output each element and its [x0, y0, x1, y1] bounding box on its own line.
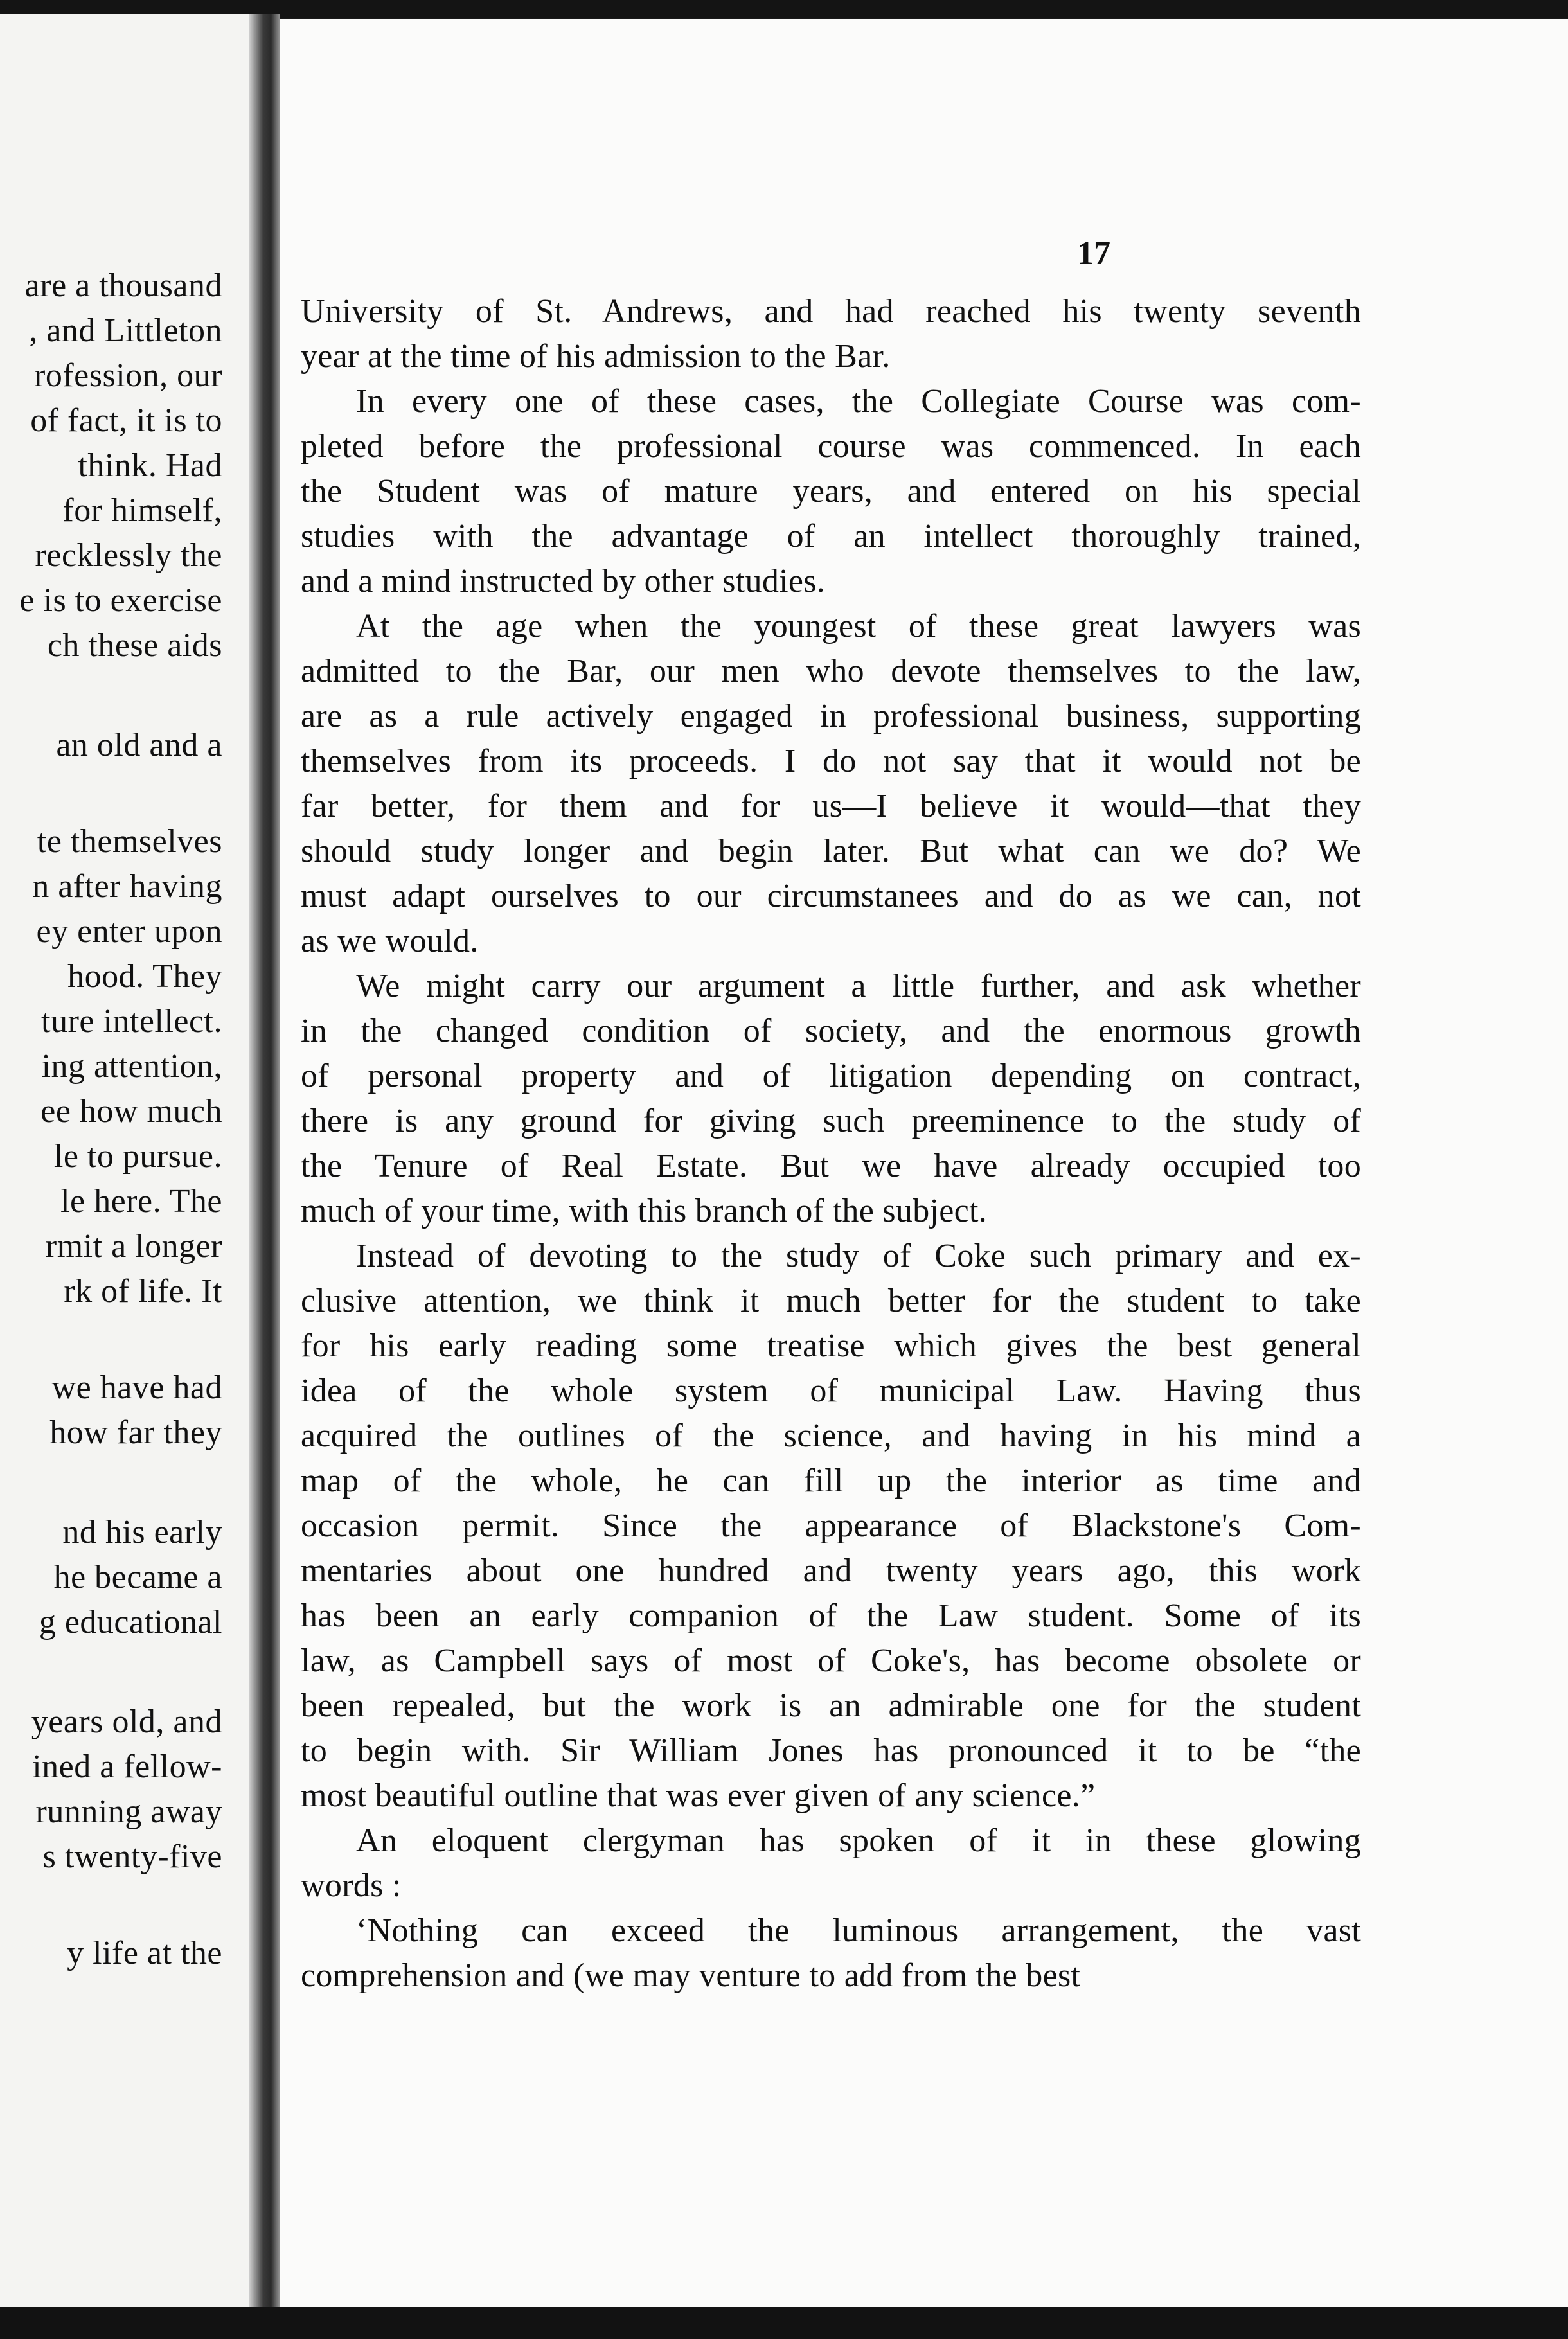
facing-page-line: ture intellect. — [41, 1003, 222, 1040]
facing-page-line: n after having — [32, 868, 222, 905]
text-line: We might carry our argument a little further, and ask whether — [356, 968, 1361, 1004]
facing-page-line: ing attention, — [41, 1048, 222, 1085]
text-line: Instead of devoting to the study of Coke such primary and ex- — [356, 1238, 1361, 1274]
text-line: and a mind instructed by other studies. — [301, 563, 826, 600]
facing-page-line: te themselves — [37, 823, 222, 860]
text-line: there is any ground for giving such preeminence to the study of — [301, 1103, 1361, 1139]
facing-page-line: g educational — [39, 1604, 222, 1641]
facing-page-line: years old, and — [31, 1703, 222, 1740]
facing-page-line: running away — [35, 1793, 222, 1830]
facing-page-line: he became a — [53, 1559, 222, 1596]
facing-page-left — [0, 14, 249, 2307]
text-line: year at the time of his admission to the Bar. — [301, 338, 891, 375]
facing-page-line: ey enter upon — [36, 913, 222, 950]
text-line: should study longer and begin later. But what can we do? We — [301, 833, 1361, 869]
facing-page-line: recklessly the — [35, 537, 222, 574]
facing-page-line: nd his early — [62, 1514, 222, 1551]
text-line: At the age when the youngest of these great lawyers was — [356, 608, 1361, 645]
text-line: much of your time, with this branch of the subject. — [301, 1193, 988, 1229]
text-line: clusive attention, we think it much better for the student to take — [301, 1283, 1361, 1319]
text-line: to begin with. Sir William Jones has pronounced it to be “the — [301, 1732, 1361, 1769]
paragraph — [301, 379, 1361, 604]
text-line: has been an early companion of the Law student. Some of its — [301, 1597, 1361, 1634]
facing-page-line: le here. The — [60, 1183, 222, 1220]
facing-page-line: , and Littleton — [29, 312, 222, 349]
facing-page-line: ee how much — [40, 1093, 222, 1130]
text-line: In every one of these cases, the Collegiate Course was com- — [356, 383, 1361, 420]
text-line: been repealed, but the work is an admirable one for the student — [301, 1687, 1361, 1724]
facing-page-line: rmit a longer — [45, 1228, 222, 1265]
facing-page-line: rofession, our — [34, 357, 222, 394]
text-line: far better, for them and for us—I believe it would—that they — [301, 788, 1361, 824]
text-line: pleted before the professional course was commenced. In each — [301, 428, 1361, 465]
text-line: for his early reading some treatise which gives the best general — [301, 1328, 1361, 1364]
text-line: mentaries about one hundred and twenty years ago, this work — [301, 1552, 1361, 1589]
facing-page-line: we have had — [51, 1369, 222, 1406]
text-line: ‘Nothing can exceed the luminous arrangement, the vast — [356, 1912, 1361, 1949]
text-line: most beautiful outline that was ever given of any science.” — [301, 1777, 1096, 1814]
facing-page-line: s twenty-five — [42, 1838, 222, 1875]
paragraph — [301, 604, 1361, 964]
facing-page-line: e is to exercise — [19, 582, 222, 619]
text-line: studies with the advantage of an intellect thoroughly trained, — [301, 518, 1361, 555]
text-line: University of St. Andrews, and had reached his twenty seventh — [301, 293, 1361, 330]
text-line: idea of the whole system of municipal Law. Having thus — [301, 1373, 1361, 1409]
page-number: 17 — [1077, 235, 1110, 272]
paragraph — [301, 1908, 1361, 1998]
text-line: in the changed condition of society, and the enormous growth — [301, 1013, 1361, 1049]
facing-page-line: ined a fellow- — [32, 1748, 222, 1785]
facing-page-line: le to pursue. — [53, 1138, 222, 1175]
paragraph — [301, 289, 1361, 379]
facing-page-line: hood. They — [67, 958, 222, 995]
facing-page-line: are a thousand — [24, 267, 222, 304]
text-line: map of the whole, he can fill up the interior as time and — [301, 1463, 1361, 1499]
text-line: are as a rule actively engaged in professional business, supporting — [301, 698, 1361, 734]
text-line: An eloquent clergyman has spoken of it in these glowing — [356, 1822, 1361, 1859]
facing-page-line: rk of life. It — [64, 1273, 222, 1310]
text-line: themselves from its proceeds. I do not say that it would not be — [301, 743, 1361, 779]
paragraph — [301, 1234, 1361, 1819]
bottom-scan-border — [0, 2307, 1568, 2339]
facing-page-line: for himself, — [62, 492, 222, 529]
text-line: law, as Campbell says of most of Coke's, has become obsolete or — [301, 1642, 1361, 1679]
paragraph — [301, 964, 1361, 1234]
paragraph — [301, 1819, 1361, 1908]
text-line: must adapt ourselves to our circumstanees and do as we can, not — [301, 878, 1361, 914]
facing-page-line: how far they — [49, 1414, 222, 1451]
text-line: of personal property and of litigation depending on contract, — [301, 1058, 1361, 1094]
text-line: the Tenure of Real Estate. But we have already occupied too — [301, 1148, 1361, 1184]
facing-page-line: y life at the — [67, 1935, 222, 1971]
text-line: words : — [301, 1867, 402, 1904]
text-line: occasion permit. Since the appearance of Blackstone's Com- — [301, 1507, 1361, 1544]
facing-page-line: an old and a — [56, 727, 222, 763]
facing-page-line: ch these aids — [47, 627, 222, 664]
facing-page-line: of fact, it is to — [30, 402, 222, 439]
facing-page-line: think. Had — [78, 447, 222, 484]
page-body-text — [301, 289, 1361, 1998]
book-gutter — [249, 14, 280, 2307]
text-line: comprehension and (we may venture to add from the best — [301, 1957, 1081, 1994]
text-line: acquired the outlines of the science, and having in his mind a — [301, 1418, 1361, 1454]
text-line: as we would. — [301, 923, 479, 959]
text-line: admitted to the Bar, our men who devote themselves to the law, — [301, 653, 1361, 689]
text-line: the Student was of mature years, and entered on his special — [301, 473, 1361, 510]
